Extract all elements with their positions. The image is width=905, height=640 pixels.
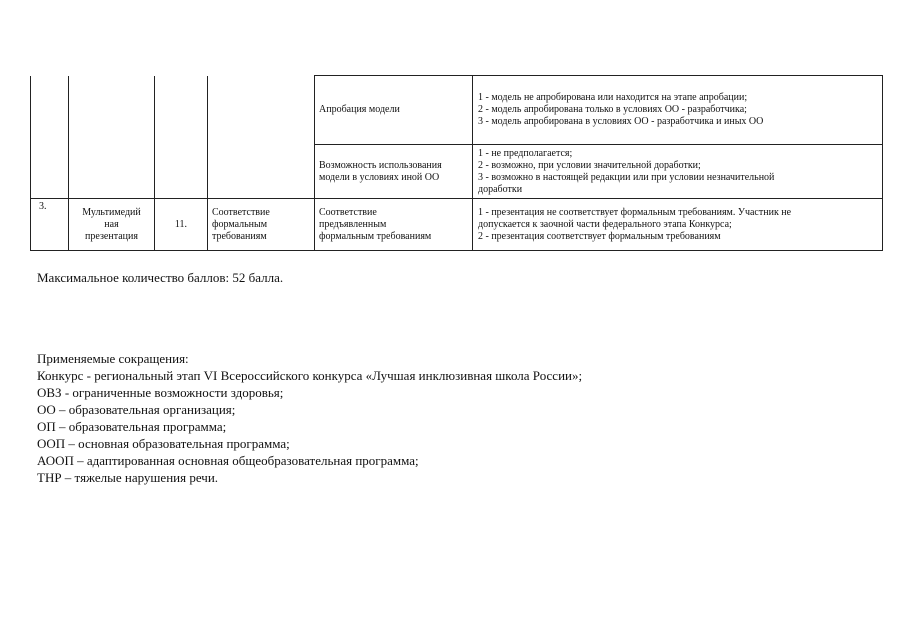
scale-line: 1 - модель не апробирована или находится на этапе апробации; (478, 92, 748, 103)
count-cell (155, 199, 208, 251)
row-number: 3. (39, 201, 47, 212)
name-cell (69, 199, 155, 251)
criterion-line: предъявленным (319, 218, 387, 230)
count-value: 11. (174, 218, 188, 230)
scale-line: допускается к заочной части федерального этапа Конкурса; (478, 218, 732, 230)
scale-line: 2 - возможно, при условии значительной доработки; (478, 159, 701, 171)
criterion-line: формальным требованиям (319, 230, 432, 242)
criterion-cell (315, 145, 473, 199)
count-cell (155, 76, 208, 199)
scale-cell (473, 145, 883, 199)
abbreviation-item: АООП – адаптированная основная общеобразовательная программа; (37, 453, 419, 468)
criterion-text: Апробация модели (319, 104, 400, 115)
criterion-line: Соответствие (319, 206, 377, 218)
abbreviation-item: ОВЗ - ограниченные возможности здоровья; (37, 385, 284, 400)
parameter-cell (208, 76, 315, 199)
name-line: презентация (85, 230, 138, 242)
parameter-line: формальным (212, 218, 268, 230)
abbreviation-item: ООП – основная образовательная программа; (37, 436, 290, 451)
scale-cell (473, 76, 883, 145)
scale-line: 3 - модель апробирована в условиях ОО - разработчика и иных ОО (478, 116, 764, 127)
table-row (31, 199, 883, 251)
parameter-line: Соответствие (212, 206, 270, 218)
criteria-table (30, 75, 883, 251)
parameter-line: требованиям (212, 230, 267, 242)
name-line: ная (104, 218, 119, 230)
abbreviations-title: Применяемые сокращения: (37, 351, 189, 366)
abbreviation-item: Конкурс - региональный этап VI Всероссийского конкурса «Лучшая инклюзивная школа России»; (37, 368, 583, 383)
criterion-text: Возможность использования модели в условиях иной ОО (319, 159, 442, 183)
number-cell (31, 199, 69, 251)
table-row (31, 76, 883, 145)
number-cell (31, 76, 69, 199)
name-line: Мультимедий (82, 206, 141, 218)
scale-line: доработки (478, 183, 523, 195)
scale-line: 3 - возможно в настоящей редакции или при условии незначительной (478, 171, 775, 183)
max-score-text: Максимальное количество баллов: 52 балла. (37, 270, 284, 285)
abbreviation-item: ОП – образовательная программа; (37, 419, 227, 434)
scale-line: 1 - не предполагается; (478, 147, 573, 159)
criterion-cell (315, 76, 473, 145)
scale-cell (473, 199, 883, 251)
scale-line: 2 - презентация соответствует формальным требованиям (478, 230, 721, 242)
abbreviation-item: ОО – образовательная организация; (37, 402, 236, 417)
criterion-cell (315, 199, 473, 251)
abbreviation-item: ТНР – тяжелые нарушения речи. (37, 470, 219, 485)
abbreviations-block (37, 350, 582, 486)
scale-line: 2 - модель апробирована только в условиях ОО - разработчика; (478, 104, 747, 115)
name-cell (69, 76, 155, 199)
scale-line: 1 - презентация не соответствует формальным требованиям. Участник не (478, 206, 792, 218)
parameter-cell (208, 199, 315, 251)
